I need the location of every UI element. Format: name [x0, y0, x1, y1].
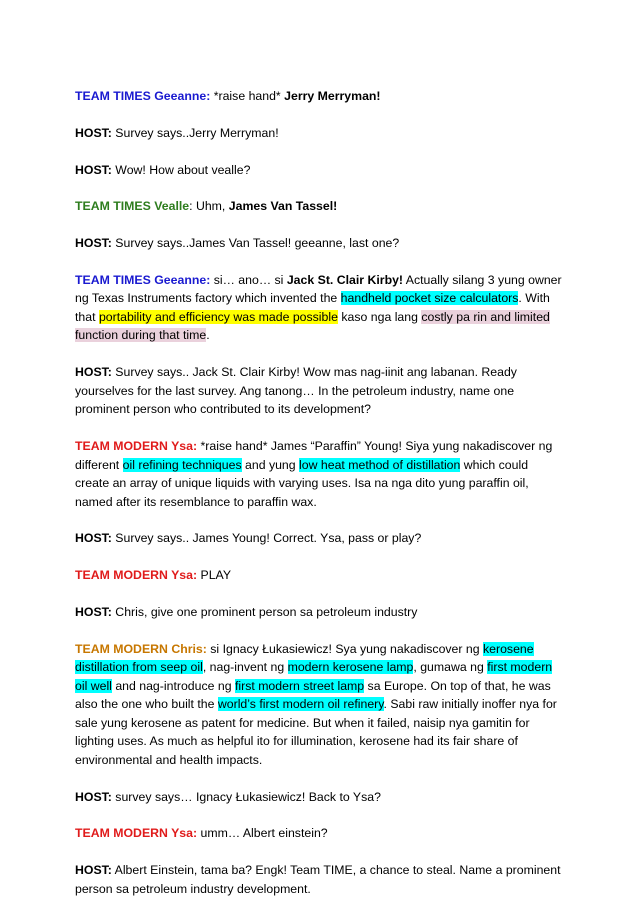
bold-name-text: Jerry Merryman!: [284, 89, 381, 103]
dialogue-text: : Uhm,: [189, 199, 229, 214]
speaker-label: TEAM MODERN Ysa:: [75, 826, 198, 841]
dialogue-text: kaso nga lang: [337, 309, 422, 324]
dialogue-text: Wow! How about vealle?: [111, 162, 251, 177]
highlighted-text: portability and efficiency was made possible: [98, 309, 338, 324]
highlighted-text: handheld pocket size calculators: [340, 291, 519, 306]
dialogue-text: . With that: [75, 291, 550, 324]
highlighted-text: low heat method of distillation: [299, 457, 461, 472]
dialogue-paragraph: [75, 788, 563, 807]
dialogue-text: and nag-introduce ng: [111, 678, 235, 693]
speaker-label: HOST:: [75, 162, 112, 177]
dialogue-paragraph: [75, 603, 563, 622]
bold-name-text: James Van Tassel!: [228, 199, 338, 214]
dialogue-paragraph: [75, 529, 563, 548]
dialogue-text: survey says… Ignacy Łukasiewicz! Back to Ysa?: [111, 789, 381, 804]
highlighted-text: first modern street lamp: [234, 678, 365, 693]
dialogue-text: Survey says..Jerry Merryman!: [111, 125, 279, 140]
speaker-label: HOST:: [75, 863, 112, 878]
dialogue-paragraph: [75, 271, 563, 345]
dialogue-text: *raise hand* James “Paraffin” Young! Siya yung nakadiscover ng different: [75, 439, 553, 472]
speaker-label: HOST:: [75, 125, 112, 140]
speaker-label: TEAM MODERN Ysa:: [75, 439, 198, 454]
dialogue-text: .: [206, 328, 210, 343]
dialogue-text: Survey says.. Jack St. Clair Kirby! Wow mas nag-iinit ang labanan. Ready yourselves for the last survey. Ang tanong… In the petroleum industry, name one prominent person who contributed to its development?: [75, 365, 517, 417]
dialogue-paragraph: [75, 87, 563, 106]
dialogue-text: Chris, give one prominent person sa petroleum industry: [111, 604, 418, 619]
speaker-label: HOST:: [75, 531, 112, 546]
bold-name-text: Jack St. Clair Kirby!: [286, 272, 404, 287]
dialogue-text: PLAY: [197, 568, 232, 583]
speaker-label: HOST:: [75, 236, 112, 251]
dialogue-text: Actually silang 3 yung owner ng Texas Instruments factory which invented the: [75, 272, 562, 306]
speaker-label: TEAM TIMES Geeanne:: [75, 89, 211, 103]
dialogue-text: Survey says..James Van Tassel! geeanne, last one?: [111, 236, 400, 251]
speaker-label: TEAM TIMES Vealle: [75, 199, 190, 214]
dialogue-text: *raise hand*: [210, 89, 285, 103]
dialogue-paragraph: [75, 124, 563, 143]
dialogue-text: which could create an array of unique liquids with varying uses. Isa na nga dito yung paraffin oil, named after its resemblance to paraffin wax.: [75, 457, 529, 509]
dialogue-paragraph: [75, 437, 563, 511]
dialogue-text: Albert Einstein, tama ba? Engk! Team TIME, a chance to steal. Name a prominent person sa petroleum industry development.: [75, 863, 561, 896]
dialogue-paragraph: [75, 861, 563, 898]
dialogue-text: sa Europe. On top of that, he was also the one who built the: [75, 678, 551, 712]
highlighted-text: modern kerosene lamp: [287, 660, 414, 675]
dialogue-paragraph: [75, 234, 563, 253]
dialogue-paragraph: [75, 566, 563, 585]
dialogue-text: Survey says.. James Young! Correct. Ysa, pass or play?: [111, 531, 422, 546]
dialogue-paragraph: [75, 824, 563, 843]
speaker-label: HOST:: [75, 789, 112, 804]
dialogue-paragraph: [75, 363, 563, 419]
dialogue-text: si… ano… si: [210, 272, 287, 287]
speaker-label: HOST:: [75, 365, 112, 380]
highlighted-text: first modern oil well: [75, 660, 553, 693]
highlighted-text: kerosene distillation from seep oil: [75, 641, 534, 675]
dialogue-text: si Ignacy Łukasiewicz! Sya yung nakadiscover ng: [206, 641, 483, 656]
speaker-label: TEAM TIMES Geeanne:: [75, 272, 211, 287]
dialogue-text: , nag-invent ng: [202, 660, 288, 675]
highlighted-text: costly pa rin and limited function during that time: [75, 309, 550, 343]
speaker-label: TEAM MODERN Ysa:: [75, 568, 198, 583]
highlighted-text: world’s first modern oil refinery: [217, 697, 384, 712]
dialogue-text: and yung: [241, 457, 300, 472]
dialogue-paragraph: [75, 161, 563, 180]
dialogue-paragraph: [75, 197, 563, 216]
dialogue-paragraph: [75, 640, 563, 770]
speaker-label: HOST:: [75, 604, 112, 619]
dialogue-text: , gumawa ng: [413, 660, 488, 675]
dialogue-text: . Sabi raw initially inoffer nya for sale yung kerosene as patent for medicine. But when it failed, naisip nya gamitin for lighting uses. As much as helpful ito for illumination, kerosene had its fair share of environmental and health impacts.: [75, 697, 557, 767]
highlighted-text: oil refining techniques: [122, 457, 242, 472]
speaker-label: TEAM MODERN Chris:: [75, 641, 207, 656]
dialogue-text: umm… Albert einstein?: [197, 826, 328, 841]
